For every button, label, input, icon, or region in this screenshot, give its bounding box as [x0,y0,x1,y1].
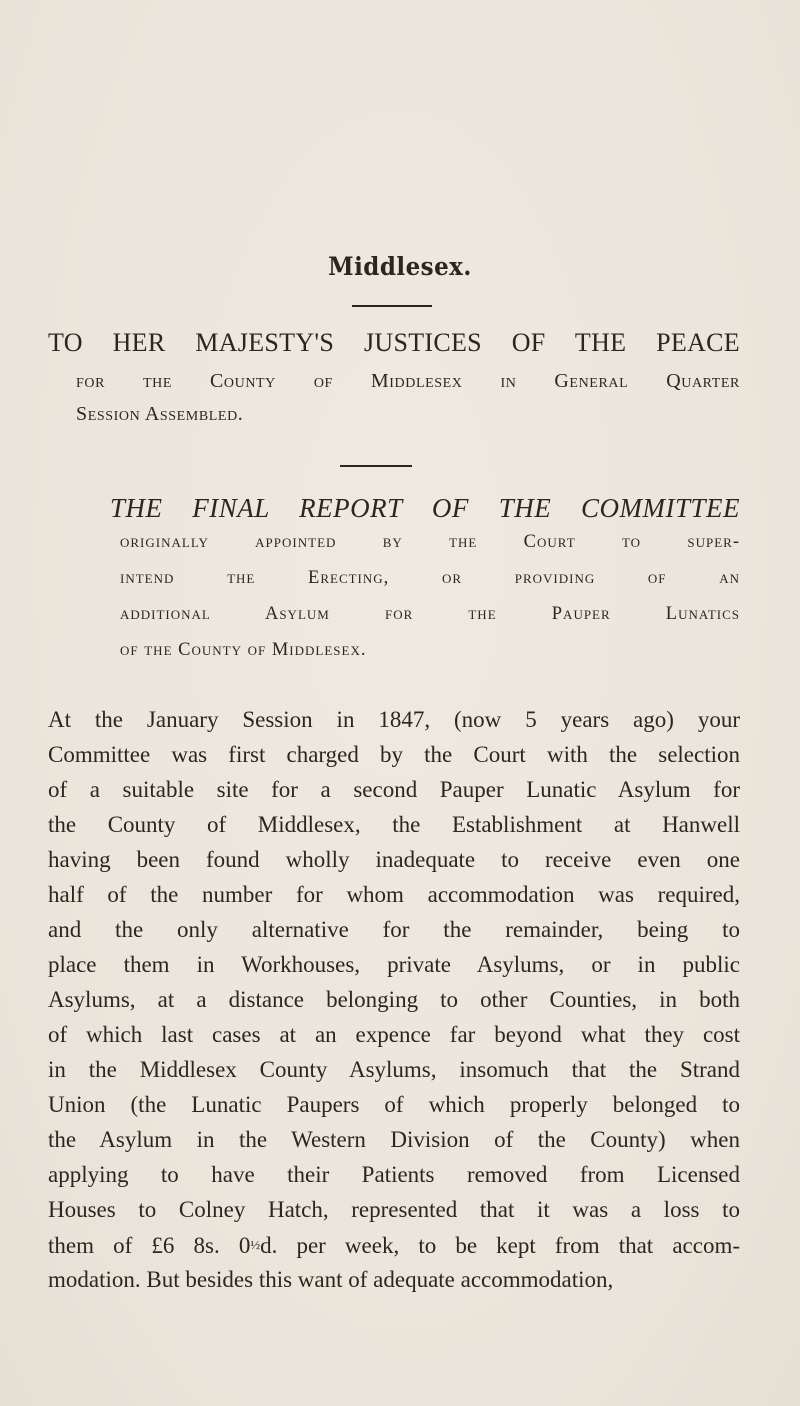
divider-rule [340,465,412,467]
body-line: Asylums, at a distance belonging to other Counties, in both [48,987,740,1012]
divider-rule [352,305,432,307]
address-line-3: Session Assembled. [76,403,244,425]
body-line [48,1227,740,1263]
address-line-2: for the County of Middlesex in General Quarter [76,370,740,392]
body-line: Houses to Colney Hatch, represented that it was a loss to [48,1197,740,1222]
body-line: and the only alternative for the remainder, being to [48,917,740,942]
report-subtitle-line: of the County of Middlesex. [120,640,367,660]
county-heading: Middlesex. [328,252,472,281]
body-line: the Asylum in the Western Division of the County) when [48,1127,740,1152]
body-line: half of the number for whom accommodation was required, [48,882,740,907]
report-subtitle-line: originally appointed by the Court to super- [120,532,740,552]
body-line: of a suitable site for a second Pauper Lunatic Asylum for [48,777,740,802]
body-line: in the Middlesex County Asylums, insomuch that the Strand [48,1057,740,1082]
body-line: modation. But besides this want of adequate accommodation, [48,1267,614,1292]
report-subtitle-line: additional Asylum for the Pauper Lunatics [120,604,740,624]
body-line: the County of Middlesex, the Establishment at Hanwell [48,812,740,837]
report-title: THE FINAL REPORT OF THE COMMITTEE [110,493,740,523]
body-line: Committee was first charged by the Court with the selection [48,742,740,767]
body-line: having been found wholly inadequate to receive even one [48,847,740,872]
body-text: them of £6 8s. 0 [48,1233,251,1258]
body-line: place them in Workhouses, private Asylums, or in public [48,952,740,977]
body-line: Union (the Lunatic Paupers of which properly belonged to [48,1092,740,1117]
body-line: applying to have their Patients removed from Licensed [48,1162,740,1187]
address-line-1: TO HER MAJESTY'S JUSTICES OF THE PEACE [48,328,740,357]
report-subtitle-line: intend the Erecting, or providing of an [120,568,740,588]
body-line: of which last cases at an expence far beyond what they cost [48,1022,740,1047]
fraction: ½ [250,1237,261,1252]
body-text: d. per week, to be kept from that accom- [260,1233,740,1258]
body-line: At the January Session in 1847, (now 5 years ago) your [48,707,740,732]
